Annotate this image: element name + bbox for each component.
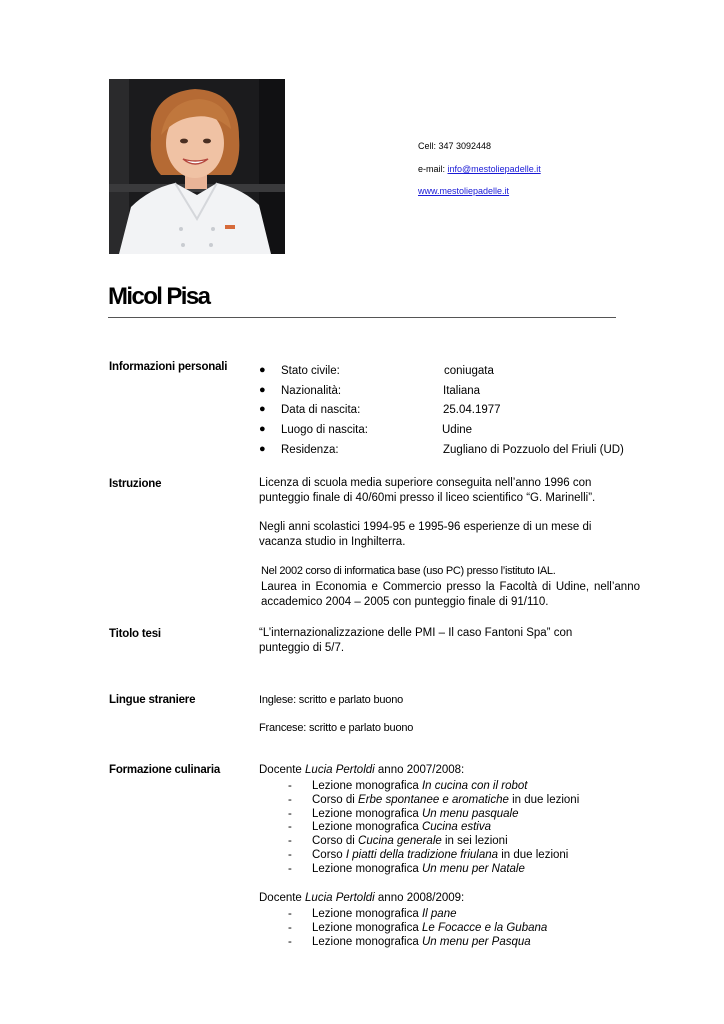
personal-key: Stato civile:: [281, 365, 340, 377]
course-prefix: Lezione monografica: [312, 821, 422, 834]
personal-row: [259, 385, 659, 405]
bullet-icon: ●: [259, 403, 266, 415]
teacher-heading: [259, 764, 464, 776]
education-paragraph: Negli anni scolastici 1994-95 e 1995-96 esperienze di un mese di vacanza studio in Inghilterra.: [259, 521, 592, 548]
course-suffix: in sei lezioni: [441, 835, 508, 848]
personal-key: Luogo di nascita:: [281, 424, 368, 436]
course-title: Un menu pasquale: [421, 807, 519, 820]
course-prefix: Lezione monografica: [312, 921, 422, 934]
teacher-year: anno 2007/2008:: [374, 764, 465, 776]
dash-icon: -: [288, 793, 292, 806]
list-item: [288, 908, 547, 922]
list-item: [288, 835, 579, 849]
personal-key: Residenza:: [281, 444, 339, 456]
dash-icon: -: [288, 807, 292, 820]
course-prefix: Lezione monografica: [312, 935, 422, 948]
section-label-languages: Lingue straniere: [109, 694, 196, 706]
dash-icon: -: [288, 848, 292, 861]
course-title: Erbe spontanee e aromatiche: [358, 793, 509, 806]
personal-row: [259, 404, 659, 424]
course-prefix: Lezione monografica: [312, 807, 422, 820]
list-item: [288, 808, 579, 822]
course-prefix: Lezione monografica: [312, 862, 422, 875]
website-link[interactable]: www.mestoliepadelle.it: [418, 186, 510, 196]
section-label-education: Istruzione: [109, 478, 162, 490]
education-paragraph: Licenza di scuola media superiore conseguita nell’anno 1996 con punteggio finale di 40/60mi presso il liceo scientifico “G. Marinelli”.: [259, 477, 596, 504]
personal-row: [259, 424, 659, 444]
bullet-icon: ●: [259, 364, 266, 376]
language-french: Francese: scritto e parlato buono: [259, 722, 414, 734]
bullet-icon: ●: [259, 443, 266, 455]
course-title: Cucina generale: [358, 835, 442, 848]
list-item: [288, 922, 547, 936]
personal-value: Italiana: [443, 385, 481, 397]
course-prefix: Corso di: [312, 793, 359, 806]
section-label-culinary: Formazione culinaria: [109, 764, 221, 776]
course-suffix: in due lezioni: [508, 793, 580, 806]
course-title: Cucina estiva: [421, 821, 492, 834]
thesis-text: “L’internazionalizzazione delle PMI – Il caso Fantoni Spa” con punteggio di 5/7.: [259, 627, 573, 654]
personal-row: [259, 444, 659, 464]
list-item: [288, 863, 579, 877]
dash-icon: -: [288, 862, 292, 875]
section-label-thesis: Titolo tesi: [109, 628, 161, 640]
list-item: [288, 936, 547, 950]
section-label-personal: Informazioni personali: [109, 361, 228, 373]
dash-icon: -: [288, 821, 292, 834]
personal-value: coniugata: [444, 365, 494, 377]
phone-number: Cell: 347 3092448: [418, 141, 492, 151]
course-list: [288, 908, 547, 949]
list-item: [288, 849, 579, 863]
personal-value: 25.04.1977: [443, 404, 501, 416]
email-label: e-mail:: [418, 164, 448, 174]
teacher-name: Lucia Pertoldi: [305, 892, 375, 904]
personal-key: Nazionalità:: [281, 385, 342, 397]
dash-icon: -: [288, 835, 292, 848]
dash-icon: -: [288, 908, 292, 920]
dash-icon: -: [288, 921, 292, 934]
bullet-icon: ●: [259, 384, 266, 396]
course-prefix: Lezione monografica: [312, 908, 422, 920]
course-suffix: in due lezioni: [498, 848, 569, 861]
dash-icon: -: [288, 935, 292, 948]
website-line: [418, 186, 509, 197]
personal-value: Udine: [442, 424, 473, 436]
course-title: I piatti della tradizione friulana: [345, 848, 499, 861]
personal-value: Zugliano di Pozzuolo del Friuli (UD): [443, 444, 624, 456]
person-name: Micol Pisa: [108, 283, 210, 310]
course-prefix: Lezione monografica: [312, 780, 422, 792]
email-link[interactable]: info@mestoliepadelle.it: [447, 164, 541, 174]
personal-key: Data di nascita:: [281, 404, 361, 416]
list-item: [288, 780, 579, 794]
teacher-prefix: Docente: [259, 892, 306, 904]
course-prefix: Corso: [312, 848, 346, 861]
teacher-name: Lucia Pertoldi: [305, 764, 375, 776]
dash-icon: -: [288, 780, 292, 792]
course-list: [288, 780, 579, 877]
name-divider: [108, 317, 616, 318]
education-paragraph: Nel 2002 corso di informatica base (uso PC) presso l’istituto IAL.: [261, 565, 556, 577]
course-title: Un menu per Pasqua: [421, 935, 531, 948]
teacher-heading: [259, 892, 464, 904]
list-item: [288, 821, 579, 835]
language-english: Inglese: scritto e parlato buono: [259, 694, 404, 706]
list-item: [288, 794, 579, 808]
profile-photo: [109, 79, 285, 254]
course-title: Le Focacce e la Gubana: [421, 921, 548, 934]
email-line: [418, 164, 541, 175]
course-title: Il pane: [421, 908, 457, 920]
personal-row: [259, 365, 659, 385]
teacher-prefix: Docente: [259, 764, 306, 776]
course-title: In cucina con il robot: [421, 780, 528, 792]
teacher-year: anno 2008/2009:: [374, 892, 465, 904]
education-paragraph: Laurea in Economia e Commercio presso la Facoltà di Udine, nell’anno accademico 2004 – 2005 con punteggio finale di 91/110.: [261, 581, 640, 608]
course-title: Un menu per Natale: [421, 862, 525, 875]
course-prefix: Corso di: [312, 835, 359, 848]
bullet-icon: ●: [259, 423, 266, 435]
